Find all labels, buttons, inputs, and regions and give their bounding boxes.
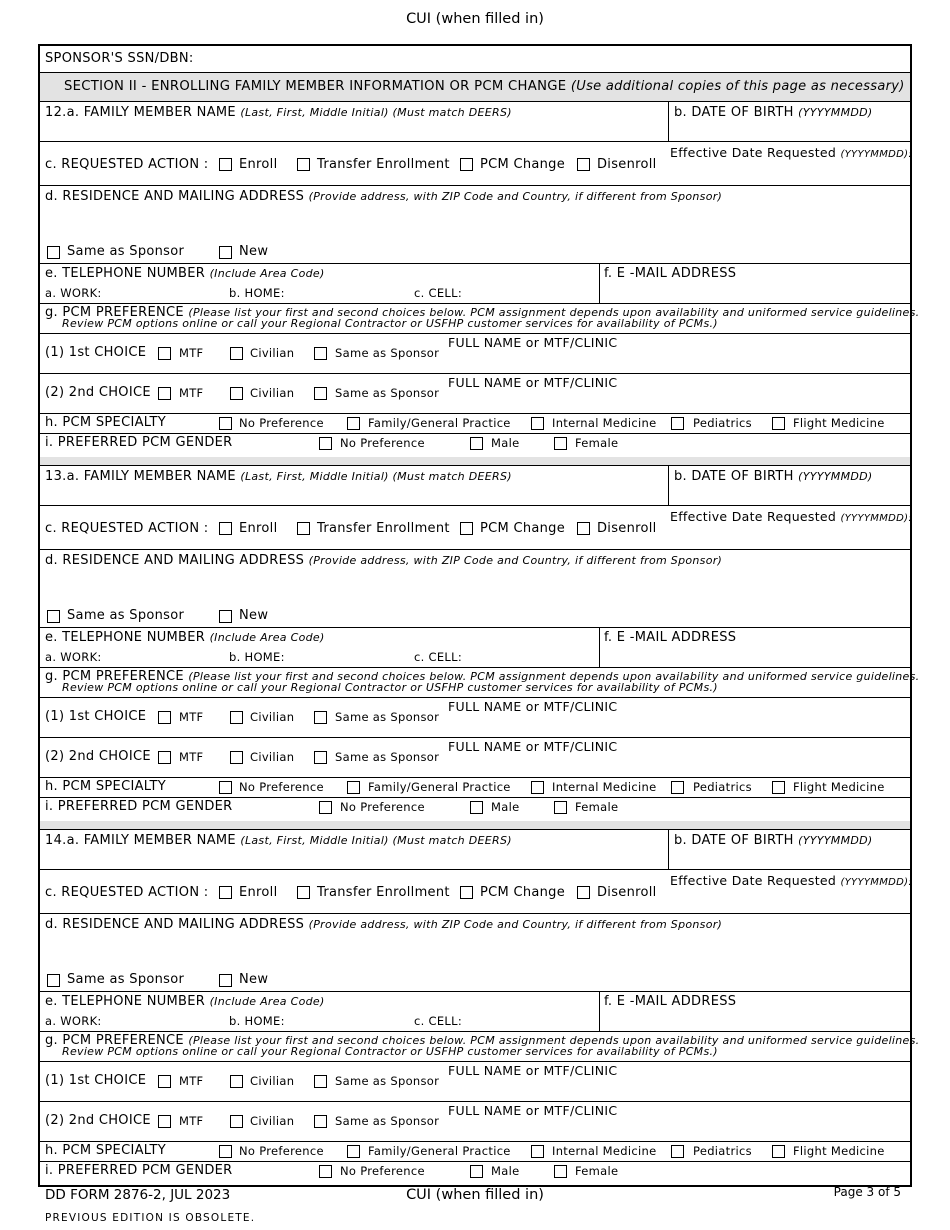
pcm-gender-row bbox=[40, 434, 910, 454]
dob-note: (YYYYMMDD) bbox=[798, 106, 873, 119]
address-new-label: New bbox=[239, 608, 269, 623]
name-note: (Last, First, Middle Initial) (Must match DEERS) bbox=[240, 470, 512, 483]
pcm-preference-note-2: Review PCM options online or call your Regional Contractor or USFHP customer services for availability of PCMs.) bbox=[62, 1045, 718, 1058]
address-note: (Provide address, with ZIP Code and Country, if different from Sponsor) bbox=[308, 190, 723, 203]
dob-note: (YYYYMMDD) bbox=[798, 470, 873, 483]
first-choice-mtf-label: MTF bbox=[179, 1074, 204, 1088]
second-choice-civilian-checkbox[interactable] bbox=[230, 387, 243, 400]
home-phone-label: b. HOME: bbox=[229, 1014, 285, 1028]
second-choice-label: (2) 2nd CHOICE bbox=[45, 385, 151, 400]
pcm-gender-label: i. PREFERRED PCM GENDER bbox=[45, 799, 233, 814]
dob-label: b. DATE OF BIRTH bbox=[674, 833, 794, 848]
gender-female-checkbox[interactable] bbox=[554, 1165, 567, 1178]
pcm-preference-label: g. PCM PREFERENCE bbox=[45, 1033, 184, 1048]
second-choice-civilian-label: Civilian bbox=[250, 386, 295, 400]
cell-phone-label: c. CELL: bbox=[414, 650, 463, 664]
enroll-label: Enroll bbox=[239, 885, 278, 900]
address-row bbox=[40, 914, 910, 992]
specialty-internal-medicine-checkbox[interactable] bbox=[531, 417, 544, 430]
first-choice-mtf-checkbox[interactable] bbox=[158, 347, 171, 360]
second-choice-same-as-sponsor-label: Same as Sponsor bbox=[335, 1114, 440, 1128]
family-member-block bbox=[40, 830, 920, 1186]
gender-female-label: Female bbox=[575, 1164, 619, 1178]
address-same-as-sponsor-label: Same as Sponsor bbox=[67, 244, 185, 259]
member-separator bbox=[40, 821, 910, 830]
specialty-pediatrics-checkbox[interactable] bbox=[671, 417, 684, 430]
specialty-flight-medicine-checkbox[interactable] bbox=[772, 1145, 785, 1158]
second-choice-row bbox=[40, 1102, 910, 1142]
first-choice-full-name-label: FULL NAME or MTF/CLINIC bbox=[448, 1063, 618, 1078]
telephone-label: e. TELEPHONE NUMBER bbox=[45, 630, 206, 645]
requested-action-row bbox=[40, 506, 910, 550]
address-label: d. RESIDENCE AND MAILING ADDRESS bbox=[45, 553, 305, 568]
address-same-as-sponsor-label: Same as Sponsor bbox=[67, 972, 185, 987]
effective-date-label: Effective Date Requested bbox=[670, 873, 837, 888]
email-label: f. E -MAIL ADDRESS bbox=[604, 266, 737, 281]
specialty-flight-medicine-checkbox[interactable] bbox=[772, 417, 785, 430]
transfer-enrollment-checkbox[interactable] bbox=[297, 158, 310, 171]
page-number: Page 3 of 5 bbox=[833, 1185, 901, 1199]
specialty-flight-medicine-label: Flight Medicine bbox=[793, 416, 885, 430]
first-choice-mtf-label: MTF bbox=[179, 710, 204, 724]
transfer-enrollment-label: Transfer Enrollment bbox=[317, 157, 450, 172]
family-member-name-label: 12.a. FAMILY MEMBER NAME bbox=[45, 105, 236, 120]
first-choice-mtf-checkbox[interactable] bbox=[158, 1075, 171, 1088]
pcm-preference-note-1: (Please list your first and second choices below. PCM assignment depends upon availability and uniformed service guidelines. bbox=[188, 306, 920, 319]
second-choice-label: (2) 2nd CHOICE bbox=[45, 1113, 151, 1128]
pcm-specialty-label: h. PCM SPECIALTY bbox=[45, 1143, 167, 1158]
section-header bbox=[40, 73, 910, 102]
requested-action-label: c. REQUESTED ACTION : bbox=[45, 521, 209, 536]
second-choice-same-as-sponsor-checkbox[interactable] bbox=[314, 1115, 327, 1128]
address-new-checkbox[interactable] bbox=[219, 246, 232, 259]
member-separator bbox=[40, 457, 910, 466]
second-choice-mtf-checkbox[interactable] bbox=[158, 1115, 171, 1128]
first-choice-civilian-label: Civilian bbox=[250, 710, 295, 724]
work-phone-label: a. WORK: bbox=[45, 286, 102, 300]
telephone-note: (Include Area Code) bbox=[209, 995, 325, 1008]
specialty-family-practice-checkbox[interactable] bbox=[347, 781, 360, 794]
second-choice-civilian-label: Civilian bbox=[250, 1114, 295, 1128]
requested-action-row bbox=[40, 870, 910, 914]
gender-male-checkbox[interactable] bbox=[470, 437, 483, 450]
specialty-pediatrics-label: Pediatrics bbox=[693, 1144, 752, 1158]
disenroll-checkbox[interactable] bbox=[577, 886, 590, 899]
transfer-enrollment-checkbox[interactable] bbox=[297, 522, 310, 535]
name-row bbox=[40, 830, 910, 870]
pcm-change-label: PCM Change bbox=[480, 521, 566, 536]
first-choice-mtf-checkbox[interactable] bbox=[158, 711, 171, 724]
specialty-family-practice-label: Family/General Practice bbox=[368, 1144, 511, 1158]
first-choice-civilian-checkbox[interactable] bbox=[230, 1075, 243, 1088]
pcm-preference-row bbox=[40, 668, 920, 698]
gender-female-checkbox[interactable] bbox=[554, 801, 567, 814]
pcm-change-checkbox[interactable] bbox=[460, 158, 473, 171]
first-choice-label: (1) 1st CHOICE bbox=[45, 1073, 147, 1088]
telephone-row bbox=[40, 628, 910, 668]
gender-no-preference-checkbox[interactable] bbox=[319, 437, 332, 450]
pcm-preference-row bbox=[40, 304, 920, 334]
pcm-change-checkbox[interactable] bbox=[460, 522, 473, 535]
specialty-no-preference-checkbox[interactable] bbox=[219, 781, 232, 794]
second-choice-mtf-checkbox[interactable] bbox=[158, 387, 171, 400]
specialty-internal-medicine-checkbox[interactable] bbox=[531, 781, 544, 794]
telephone-row bbox=[40, 992, 910, 1032]
name-note: (Last, First, Middle Initial) (Must match DEERS) bbox=[240, 834, 512, 847]
enroll-checkbox[interactable] bbox=[219, 886, 232, 899]
telephone-note: (Include Area Code) bbox=[209, 631, 325, 644]
pcm-gender-row bbox=[40, 1162, 910, 1182]
telephone-label: e. TELEPHONE NUMBER bbox=[45, 266, 206, 281]
specialty-pediatrics-label: Pediatrics bbox=[693, 416, 752, 430]
enroll-checkbox[interactable] bbox=[219, 158, 232, 171]
pcm-preference-label: g. PCM PREFERENCE bbox=[45, 669, 184, 684]
gender-no-preference-label: No Preference bbox=[340, 1164, 425, 1178]
family-member-name-label: 14.a. FAMILY MEMBER NAME bbox=[45, 833, 236, 848]
second-choice-civilian-label: Civilian bbox=[250, 750, 295, 764]
pcm-gender-row bbox=[40, 798, 910, 818]
pcm-preference-label: g. PCM PREFERENCE bbox=[45, 305, 184, 320]
specialty-pediatrics-label: Pediatrics bbox=[693, 780, 752, 794]
first-choice-row bbox=[40, 698, 910, 738]
form-number: DD FORM 2876-2, JUL 2023 bbox=[45, 1187, 231, 1203]
transfer-enrollment-label: Transfer Enrollment bbox=[317, 885, 450, 900]
gender-male-label: Male bbox=[491, 800, 520, 814]
transfer-enrollment-label: Transfer Enrollment bbox=[317, 521, 450, 536]
specialty-flight-medicine-label: Flight Medicine bbox=[793, 780, 885, 794]
first-choice-civilian-checkbox[interactable] bbox=[230, 347, 243, 360]
cui-footer: CUI (when filled in) bbox=[406, 1187, 544, 1203]
gender-female-label: Female bbox=[575, 436, 619, 450]
specialty-internal-medicine-label: Internal Medicine bbox=[552, 1144, 657, 1158]
pcm-preference-row bbox=[40, 1032, 920, 1062]
cell-phone-label: c. CELL: bbox=[414, 1014, 463, 1028]
specialty-family-practice-checkbox[interactable] bbox=[347, 1145, 360, 1158]
first-choice-label: (1) 1st CHOICE bbox=[45, 709, 147, 724]
pcm-gender-label: i. PREFERRED PCM GENDER bbox=[45, 435, 233, 450]
email-label: f. E -MAIL ADDRESS bbox=[604, 994, 737, 1009]
work-phone-label: a. WORK: bbox=[45, 650, 102, 664]
disenroll-checkbox[interactable] bbox=[577, 522, 590, 535]
telephone-row bbox=[40, 264, 910, 304]
disenroll-label: Disenroll bbox=[597, 521, 657, 536]
telephone-label: e. TELEPHONE NUMBER bbox=[45, 994, 206, 1009]
gender-no-preference-checkbox[interactable] bbox=[319, 1165, 332, 1178]
name-note: (Last, First, Middle Initial) (Must match DEERS) bbox=[240, 106, 512, 119]
first-choice-row bbox=[40, 334, 910, 374]
gender-no-preference-label: No Preference bbox=[340, 800, 425, 814]
pcm-change-checkbox[interactable] bbox=[460, 886, 473, 899]
specialty-flight-medicine-label: Flight Medicine bbox=[793, 1144, 885, 1158]
first-choice-civilian-checkbox[interactable] bbox=[230, 711, 243, 724]
address-same-as-sponsor-checkbox[interactable] bbox=[47, 246, 60, 259]
home-phone-label: b. HOME: bbox=[229, 650, 285, 664]
address-new-label: New bbox=[239, 244, 269, 259]
specialty-internal-medicine-label: Internal Medicine bbox=[552, 780, 657, 794]
form-frame bbox=[38, 44, 920, 1187]
requested-action-label: c. REQUESTED ACTION : bbox=[45, 885, 209, 900]
home-phone-label: b. HOME: bbox=[229, 286, 285, 300]
gender-no-preference-label: No Preference bbox=[340, 436, 425, 450]
first-choice-same-as-sponsor-label: Same as Sponsor bbox=[335, 710, 440, 724]
obsolete-notice: PREVIOUS EDITION IS OBSOLETE. bbox=[45, 1212, 256, 1224]
dob-label: b. DATE OF BIRTH bbox=[674, 469, 794, 484]
gender-male-checkbox[interactable] bbox=[470, 801, 483, 814]
address-note: (Provide address, with ZIP Code and Country, if different from Sponsor) bbox=[308, 554, 723, 567]
pcm-preference-note-1: (Please list your first and second choices below. PCM assignment depends upon availability and uniformed service guidelines. bbox=[188, 670, 920, 683]
second-choice-civilian-checkbox[interactable] bbox=[230, 751, 243, 764]
pcm-change-label: PCM Change bbox=[480, 157, 566, 172]
work-phone-label: a. WORK: bbox=[45, 1014, 102, 1028]
specialty-family-practice-label: Family/General Practice bbox=[368, 416, 511, 430]
effective-date-label: Effective Date Requested bbox=[670, 509, 837, 524]
family-member-name-label: 13.a. FAMILY MEMBER NAME bbox=[45, 469, 236, 484]
requested-action-row bbox=[40, 142, 910, 186]
gender-no-preference-checkbox[interactable] bbox=[319, 801, 332, 814]
first-choice-same-as-sponsor-checkbox[interactable] bbox=[314, 711, 327, 724]
specialty-no-preference-label: No Preference bbox=[239, 416, 324, 430]
first-choice-same-as-sponsor-checkbox[interactable] bbox=[314, 1075, 327, 1088]
first-choice-same-as-sponsor-label: Same as Sponsor bbox=[335, 346, 440, 360]
address-new-checkbox[interactable] bbox=[219, 974, 232, 987]
enroll-label: Enroll bbox=[239, 521, 278, 536]
address-same-as-sponsor-label: Same as Sponsor bbox=[67, 608, 185, 623]
address-row bbox=[40, 186, 910, 264]
second-choice-same-as-sponsor-label: Same as Sponsor bbox=[335, 386, 440, 400]
specialty-internal-medicine-checkbox[interactable] bbox=[531, 1145, 544, 1158]
second-choice-same-as-sponsor-checkbox[interactable] bbox=[314, 751, 327, 764]
requested-action-label: c. REQUESTED ACTION : bbox=[45, 157, 209, 172]
address-same-as-sponsor-checkbox[interactable] bbox=[47, 974, 60, 987]
pcm-preference-note-2: Review PCM options online or call your Regional Contractor or USFHP customer services for availability of PCMs.) bbox=[62, 317, 718, 330]
second-choice-mtf-label: MTF bbox=[179, 386, 204, 400]
first-choice-full-name-label: FULL NAME or MTF/CLINIC bbox=[448, 335, 618, 350]
disenroll-checkbox[interactable] bbox=[577, 158, 590, 171]
dob-label: b. DATE OF BIRTH bbox=[674, 105, 794, 120]
telephone-note: (Include Area Code) bbox=[209, 267, 325, 280]
second-choice-mtf-label: MTF bbox=[179, 1114, 204, 1128]
second-choice-full-name-label: FULL NAME or MTF/CLINIC bbox=[448, 739, 618, 754]
effective-date-note: (YYYYMMDD): bbox=[840, 149, 912, 160]
first-choice-row bbox=[40, 1062, 910, 1102]
pcm-specialty-row bbox=[40, 1142, 910, 1162]
name-row bbox=[40, 466, 910, 506]
address-new-checkbox[interactable] bbox=[219, 610, 232, 623]
first-choice-civilian-label: Civilian bbox=[250, 1074, 295, 1088]
family-member-block bbox=[40, 102, 920, 458]
first-choice-mtf-label: MTF bbox=[179, 346, 204, 360]
cell-phone-label: c. CELL: bbox=[414, 286, 463, 300]
name-row bbox=[40, 102, 910, 142]
second-choice-mtf-checkbox[interactable] bbox=[158, 751, 171, 764]
specialty-no-preference-label: No Preference bbox=[239, 780, 324, 794]
second-choice-mtf-label: MTF bbox=[179, 750, 204, 764]
specialty-pediatrics-checkbox[interactable] bbox=[671, 781, 684, 794]
address-label: d. RESIDENCE AND MAILING ADDRESS bbox=[45, 917, 305, 932]
cui-header: CUI (when filled in) bbox=[406, 11, 544, 27]
specialty-pediatrics-checkbox[interactable] bbox=[671, 1145, 684, 1158]
section-note: (Use additional copies of this page as necessary) bbox=[570, 79, 905, 94]
gender-male-label: Male bbox=[491, 1164, 520, 1178]
pcm-specialty-label: h. PCM SPECIALTY bbox=[45, 779, 167, 794]
specialty-family-practice-checkbox[interactable] bbox=[347, 417, 360, 430]
second-choice-row bbox=[40, 374, 910, 414]
first-choice-same-as-sponsor-checkbox[interactable] bbox=[314, 347, 327, 360]
gender-female-checkbox[interactable] bbox=[554, 437, 567, 450]
second-choice-full-name-label: FULL NAME or MTF/CLINIC bbox=[448, 375, 618, 390]
dob-note: (YYYYMMDD) bbox=[798, 834, 873, 847]
address-same-as-sponsor-checkbox[interactable] bbox=[47, 610, 60, 623]
pcm-gender-label: i. PREFERRED PCM GENDER bbox=[45, 1163, 233, 1178]
effective-date-note: (YYYYMMDD): bbox=[840, 877, 912, 888]
address-new-label: New bbox=[239, 972, 269, 987]
transfer-enrollment-checkbox[interactable] bbox=[297, 886, 310, 899]
second-choice-civilian-checkbox[interactable] bbox=[230, 1115, 243, 1128]
gender-male-checkbox[interactable] bbox=[470, 1165, 483, 1178]
pcm-specialty-row bbox=[40, 778, 910, 798]
second-choice-row bbox=[40, 738, 910, 778]
address-note: (Provide address, with ZIP Code and Country, if different from Sponsor) bbox=[308, 918, 723, 931]
specialty-family-practice-label: Family/General Practice bbox=[368, 780, 511, 794]
first-choice-full-name-label: FULL NAME or MTF/CLINIC bbox=[448, 699, 618, 714]
gender-male-label: Male bbox=[491, 436, 520, 450]
specialty-no-preference-label: No Preference bbox=[239, 1144, 324, 1158]
effective-date-label: Effective Date Requested bbox=[670, 145, 837, 160]
sponsor-row bbox=[40, 46, 910, 73]
disenroll-label: Disenroll bbox=[597, 885, 657, 900]
second-choice-full-name-label: FULL NAME or MTF/CLINIC bbox=[448, 1103, 618, 1118]
specialty-internal-medicine-label: Internal Medicine bbox=[552, 416, 657, 430]
first-choice-civilian-label: Civilian bbox=[250, 346, 295, 360]
pcm-specialty-label: h. PCM SPECIALTY bbox=[45, 415, 167, 430]
pcm-specialty-row bbox=[40, 414, 910, 434]
second-choice-same-as-sponsor-checkbox[interactable] bbox=[314, 387, 327, 400]
address-row bbox=[40, 550, 910, 628]
address-label: d. RESIDENCE AND MAILING ADDRESS bbox=[45, 189, 305, 204]
first-choice-same-as-sponsor-label: Same as Sponsor bbox=[335, 1074, 440, 1088]
second-choice-label: (2) 2nd CHOICE bbox=[45, 749, 151, 764]
disenroll-label: Disenroll bbox=[597, 157, 657, 172]
enroll-label: Enroll bbox=[239, 157, 278, 172]
family-member-block bbox=[40, 466, 920, 822]
pcm-preference-note-2: Review PCM options online or call your Regional Contractor or USFHP customer services for availability of PCMs.) bbox=[62, 681, 718, 694]
specialty-no-preference-checkbox[interactable] bbox=[219, 1145, 232, 1158]
pcm-change-label: PCM Change bbox=[480, 885, 566, 900]
pcm-preference-note-1: (Please list your first and second choices below. PCM assignment depends upon availability and uniformed service guidelines. bbox=[188, 1034, 920, 1047]
enroll-checkbox[interactable] bbox=[219, 522, 232, 535]
second-choice-same-as-sponsor-label: Same as Sponsor bbox=[335, 750, 440, 764]
specialty-no-preference-checkbox[interactable] bbox=[219, 417, 232, 430]
email-label: f. E -MAIL ADDRESS bbox=[604, 630, 737, 645]
gender-female-label: Female bbox=[575, 800, 619, 814]
section-title: SECTION II - ENROLLING FAMILY MEMBER INFORMATION OR PCM CHANGE bbox=[64, 79, 567, 94]
effective-date-note: (YYYYMMDD): bbox=[840, 513, 912, 524]
specialty-flight-medicine-checkbox[interactable] bbox=[772, 781, 785, 794]
first-choice-label: (1) 1st CHOICE bbox=[45, 345, 147, 360]
sponsor-ssn-label: SPONSOR'S SSN/DBN: bbox=[45, 51, 194, 66]
